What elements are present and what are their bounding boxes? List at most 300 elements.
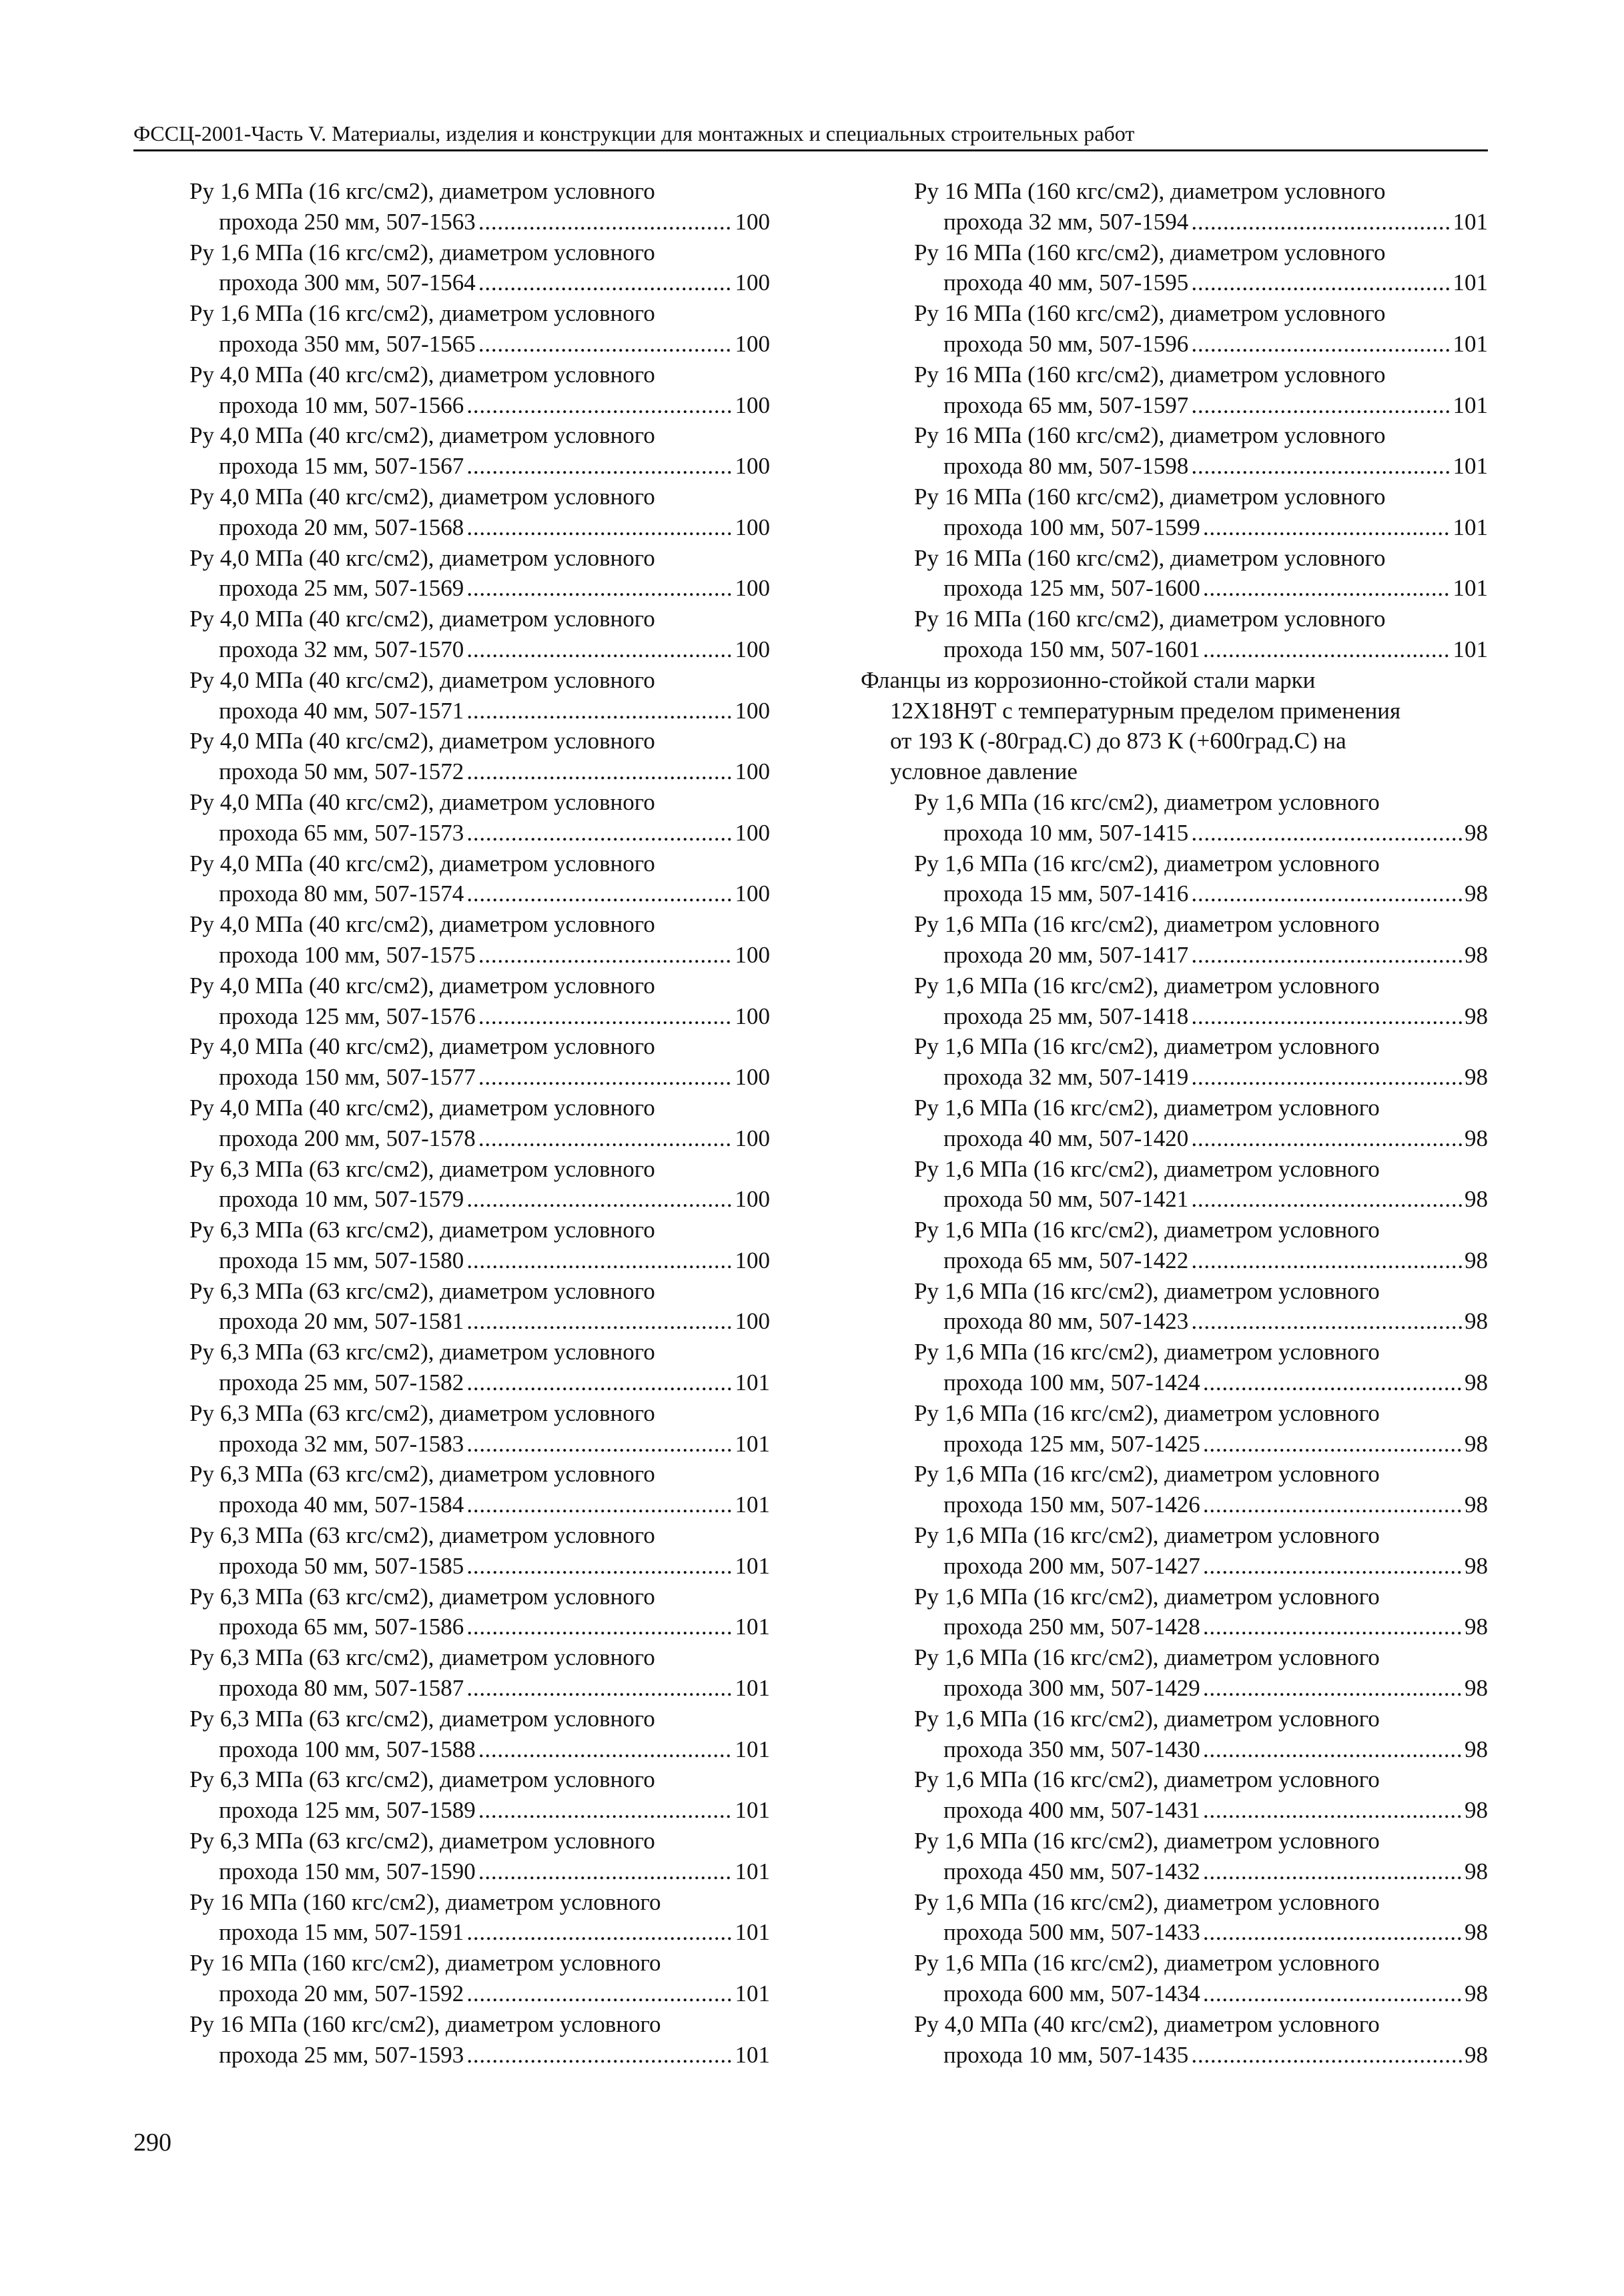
entry-page-ref: 98 [1465,1186,1488,1213]
entry-description: Ру 16 МПа (160 кгс/см2), диаметром условного [914,606,1386,632]
index-entry [861,1642,1488,1704]
entry-detail-line [189,2040,770,2071]
dot-leader [1191,1245,1462,1276]
dot-leader [1203,1734,1462,1765]
entry-code: прохода 100 мм, 507-1599 [943,514,1200,540]
dot-leader [1203,1917,1462,1948]
entry-detail-line [914,1123,1488,1154]
index-entry [189,971,770,1032]
dot-leader [466,1978,732,2009]
index-entry [861,1093,1488,1154]
index-entry [189,665,770,726]
dot-leader [1191,267,1450,298]
entry-detail-line [189,1367,770,1398]
entry-detail-line [914,1734,1488,1765]
entry-page-ref: 98 [1465,1003,1488,1029]
entry-detail-line [189,696,770,726]
entry-description: Ру 6,3 МПа (63 кгс/см2), диаметром условного [189,1461,655,1488]
entry-description: Ру 16 МПа (160 кгс/см2), диаметром условного [914,300,1386,327]
entry-description: Ру 1,6 МПа (16 кгс/см2), диаметром условного [914,1033,1380,1060]
dot-leader [1191,451,1450,482]
entry-description: Ру 1,6 МПа (16 кгс/см2), диаметром условного [914,1644,1380,1671]
entry-description: Ру 1,6 МПа (16 кгс/см2), диаметром условного [189,239,655,265]
entry-detail-line [189,879,770,909]
dot-leader [1203,1490,1462,1520]
entry-description: Ру 6,3 МПа (63 кгс/см2), диаметром условного [189,1155,655,1182]
entry-code: прохода 50 мм, 507-1421 [943,1186,1189,1213]
dot-leader [1191,940,1462,971]
entry-description: Ру 6,3 МПа (63 кгс/см2), диаметром условного [189,1399,655,1426]
index-entry [189,298,770,360]
entry-detail-line [189,267,770,298]
entry-detail-line [914,1917,1488,1948]
entry-code: прохода 50 мм, 507-1596 [943,330,1189,357]
entry-detail-line [189,573,770,604]
entry-page-ref: 98 [1465,1614,1488,1640]
entry-page-ref: 101 [1453,330,1488,357]
entry-description: Ру 1,6 МПа (16 кгс/см2), диаметром условного [914,1217,1380,1243]
entry-description: Ру 4,0 МПа (40 кгс/см2), диаметром условного [189,788,655,815]
entry-detail-line [914,1795,1488,1826]
dot-leader [1191,329,1450,360]
entry-description: Ру 4,0 МПа (40 кгс/см2), диаметром условного [189,666,655,693]
entry-page-ref: 100 [735,1308,770,1335]
entry-description: Ру 1,6 МПа (16 кгс/см2), диаметром условного [914,1339,1380,1365]
section-heading-line: условное давление [890,758,1078,785]
entry-detail-line [189,1734,770,1765]
index-entry [189,1582,770,1643]
entry-code: прохода 80 мм, 507-1598 [943,453,1189,480]
entry-code: прохода 25 мм, 507-1593 [219,2041,464,2068]
entry-detail-line [914,1856,1488,1887]
dot-leader [478,1001,733,1032]
entry-description: Ру 1,6 МПа (16 кгс/см2), диаметром условного [914,1583,1380,1610]
entry-code: прохода 50 мм, 507-1585 [219,1552,464,1579]
entry-description: Ру 16 МПа (160 кгс/см2), диаметром условного [914,178,1386,204]
entry-page-ref: 101 [735,1675,770,1702]
entry-description: Ру 16 МПа (160 кгс/см2), диаметром условного [189,1950,661,1976]
entry-detail-line [914,1551,1488,1582]
entry-page-ref: 100 [735,881,770,907]
entry-detail-line [914,1367,1488,1398]
right-column [861,176,1488,2070]
entry-page-ref: 98 [1465,1492,1488,1518]
index-entry [189,604,770,665]
dot-leader [466,390,732,421]
entry-code: прохода 80 мм, 507-1423 [943,1308,1189,1335]
entry-detail-line [189,1245,770,1276]
entry-code: прохода 125 мм, 507-1425 [943,1430,1200,1457]
dot-leader [1203,1673,1462,1704]
entry-detail-line [189,1490,770,1520]
entry-page-ref: 98 [1465,1369,1488,1396]
index-entry [189,2009,770,2071]
dot-leader [466,1490,732,1520]
entry-description: Ру 1,6 МПа (16 кгс/см2), диаметром условного [914,1766,1380,1793]
entry-detail-line [189,1673,770,1704]
entry-detail-line [189,1856,770,1887]
dot-leader [478,207,733,237]
entry-code: прохода 80 мм, 507-1574 [219,881,464,907]
entry-code: прохода 500 мм, 507-1433 [943,1919,1200,1946]
entry-page-ref: 98 [1465,1125,1488,1151]
index-entry [189,1642,770,1704]
entry-page-ref: 98 [1465,1736,1488,1762]
dot-leader [466,1551,732,1582]
dot-leader [1191,1062,1462,1093]
entry-code: прохода 100 мм, 507-1575 [219,941,476,968]
entry-page-ref: 98 [1465,881,1488,907]
entry-code: прохода 40 мм, 507-1420 [943,1125,1189,1151]
entry-page-ref: 98 [1465,1675,1488,1702]
entry-page-ref: 101 [1453,392,1488,418]
index-entry [861,1459,1488,1520]
entry-description: Ру 4,0 МПа (40 кгс/см2), диаметром условного [189,606,655,632]
dot-leader [1203,1795,1462,1826]
entry-detail-line [914,451,1488,482]
entry-detail-line [189,1917,770,1948]
dot-leader [466,1184,732,1215]
entry-code: прохода 350 мм, 507-1430 [943,1736,1200,1762]
entry-page-ref: 100 [735,514,770,540]
entry-code: прохода 65 мм, 507-1422 [943,1247,1189,1273]
index-entry [861,420,1488,482]
entry-description: Ру 1,6 МПа (16 кгс/см2), диаметром условного [914,1399,1380,1426]
entry-detail-line [914,1673,1488,1704]
index-entry [861,1031,1488,1093]
entry-description: Ру 1,6 МПа (16 кгс/см2), диаметром условного [914,1461,1380,1488]
index-entry [189,482,770,543]
entry-page-ref: 100 [735,269,770,296]
entry-code: прохода 250 мм, 507-1428 [943,1614,1200,1640]
running-header: ФССЦ-2001-Часть V. Материалы, изделия и конструкции для монтажных и специальных строительных работ [133,120,1488,151]
entry-detail-line [189,1062,770,1093]
entry-description: Ру 6,3 МПа (63 кгс/см2), диаметром условного [189,1583,655,1610]
entry-description: Ру 1,6 МПа (16 кгс/см2), диаметром условного [914,1094,1380,1121]
index-entry [189,420,770,482]
dot-leader [466,879,732,909]
entry-description: Ру 16 МПа (160 кгс/см2), диаметром условного [914,544,1386,571]
entry-page-ref: 100 [735,1247,770,1273]
index-entry [861,1764,1488,1826]
entry-detail-line [914,1062,1488,1093]
dot-leader [478,1795,733,1826]
index-entry [861,604,1488,665]
dot-leader [466,1612,732,1642]
entry-description: Ру 16 МПа (160 кгс/см2), диаметром условного [189,1888,661,1915]
entry-detail-line [189,207,770,237]
index-entry [189,1764,770,1826]
index-entry [861,1887,1488,1948]
entry-code: прохода 125 мм, 507-1600 [943,575,1200,602]
entry-page-ref: 98 [1465,1308,1488,1335]
entry-detail-line [914,879,1488,909]
section-heading [861,665,1488,787]
index-entry [861,1398,1488,1460]
dot-leader [1203,1612,1462,1642]
dot-leader [1191,1001,1462,1032]
entry-description: Ру 1,6 МПа (16 кгс/см2), диаметром условного [914,788,1380,815]
entry-detail-line [914,512,1488,543]
dot-leader [1191,1184,1462,1215]
entry-page-ref: 98 [1465,1797,1488,1824]
entry-code: прохода 450 мм, 507-1432 [943,1858,1200,1884]
index-entry [189,909,770,971]
entry-detail-line [914,2040,1488,2071]
entry-code: прохода 40 мм, 507-1584 [219,1492,464,1518]
entry-description: Ру 1,6 МПа (16 кгс/см2), диаметром условного [914,1522,1380,1549]
entry-detail-line [914,1245,1488,1276]
entry-detail-line [914,634,1488,665]
entry-description: Ру 1,6 МПа (16 кгс/см2), диаметром условного [914,972,1380,999]
dot-leader [1203,573,1451,604]
dot-leader [1191,1306,1462,1337]
entry-description: Ру 6,3 МПа (63 кгс/см2), диаметром условного [189,1828,655,1854]
entry-detail-line [189,1429,770,1460]
dot-leader [478,1062,733,1093]
entry-code: прохода 10 мм, 507-1566 [219,392,464,418]
entry-page-ref: 98 [1465,1247,1488,1273]
index-entry [189,1948,770,2009]
dot-leader [466,512,732,543]
dot-leader [478,1123,733,1154]
index-entry [189,848,770,910]
entry-page-ref: 100 [735,697,770,724]
index-entry [861,1582,1488,1643]
index-entry [861,909,1488,971]
entry-page-ref: 98 [1465,1919,1488,1946]
index-entry [189,543,770,604]
entry-page-ref: 101 [1453,269,1488,296]
entry-code: прохода 32 мм, 507-1419 [943,1064,1189,1091]
entry-page-ref: 101 [1453,453,1488,480]
entry-detail-line [914,1978,1488,2009]
dot-leader [466,1306,732,1337]
entry-description: Ру 1,6 МПа (16 кгс/см2), диаметром условного [189,178,655,204]
dot-leader [1203,1856,1462,1887]
dot-leader [478,267,733,298]
index-entry [189,176,770,237]
entry-description: Ру 4,0 МПа (40 кгс/см2), диаметром условного [189,361,655,388]
entry-page-ref: 100 [735,636,770,662]
entry-code: прохода 20 мм, 507-1592 [219,1980,464,2007]
entry-description: Ру 1,6 МПа (16 кгс/см2), диаметром условного [914,1277,1380,1304]
entry-code: прохода 25 мм, 507-1582 [219,1369,464,1396]
dot-leader [1203,1367,1462,1398]
entry-description: Ру 4,0 МПа (40 кгс/см2), диаметром условного [914,2011,1380,2037]
entry-page-ref: 101 [735,1492,770,1518]
entry-description: Ру 1,6 МПа (16 кгс/см2), диаметром условного [914,1828,1380,1854]
entry-detail-line [189,1184,770,1215]
entry-detail-line [914,940,1488,971]
entry-description: Ру 1,6 МПа (16 кгс/см2), диаметром условного [189,300,655,327]
dot-leader [1203,1429,1462,1460]
index-entry [189,1704,770,1765]
entry-description: Ру 16 МПа (160 кгс/см2), диаметром условного [914,239,1386,265]
index-entry [861,543,1488,604]
dot-leader [478,1734,733,1765]
entry-detail-line [914,207,1488,237]
index-entry [861,237,1488,299]
entry-description: Ру 4,0 МПа (40 кгс/см2), диаметром условного [189,850,655,877]
entry-detail-line [189,451,770,482]
entry-code: прохода 10 мм, 507-1579 [219,1186,464,1213]
entry-code: прохода 150 мм, 507-1577 [219,1064,476,1091]
entry-detail-line [914,1306,1488,1337]
dot-leader [466,1673,732,1704]
index-entry [861,1826,1488,1887]
dot-leader [466,573,732,604]
entry-code: прохода 10 мм, 507-1415 [943,819,1189,846]
entry-page-ref: 98 [1465,1430,1488,1457]
entry-page-ref: 101 [735,1430,770,1457]
dot-leader [466,1429,732,1460]
index-entry [189,237,770,299]
entry-detail-line [914,1490,1488,1520]
entry-detail-line [189,1306,770,1337]
entry-description: Ру 6,3 МПа (63 кгс/см2), диаметром условного [189,1277,655,1304]
entry-description: Ру 1,6 МПа (16 кгс/см2), диаметром условного [914,1888,1380,1915]
entry-code: прохода 600 мм, 507-1434 [943,1980,1200,2007]
index-entry [189,1093,770,1154]
entry-description: Ру 4,0 МПа (40 кгс/см2), диаметром условного [189,422,655,449]
entry-code: прохода 15 мм, 507-1416 [943,881,1189,907]
entry-code: прохода 125 мм, 507-1576 [219,1003,476,1029]
entry-page-ref: 100 [735,941,770,968]
section-heading-line: от 193 К (-80град.С) до 873 К (+600град.С) на [890,728,1346,754]
entry-page-ref: 101 [1453,514,1488,540]
entry-code: прохода 50 мм, 507-1572 [219,758,464,785]
dot-leader [1191,818,1462,848]
dot-leader [466,1245,732,1276]
entry-page-ref: 98 [1465,1064,1488,1091]
section-heading-line: 12Х18Н9Т с температурным пределом применения [890,697,1401,724]
entry-page-ref: 101 [735,1980,770,2007]
index-entry [189,1031,770,1093]
entry-description: Ру 6,3 МПа (63 кгс/см2), диаметром условного [189,1766,655,1793]
entry-page-ref: 98 [1465,1858,1488,1884]
entry-description: Ру 6,3 МПа (63 кгс/см2), диаметром условного [189,1522,655,1549]
entry-page-ref: 101 [735,1919,770,1946]
entry-description: Ру 1,6 МПа (16 кгс/см2), диаметром условного [914,1705,1380,1732]
entry-code: прохода 40 мм, 507-1595 [943,269,1189,296]
entry-page-ref: 100 [735,392,770,418]
index-entry [189,1520,770,1582]
entry-page-ref: 101 [735,1858,770,1884]
entry-code: прохода 150 мм, 507-1426 [943,1492,1200,1518]
entry-detail-line [189,1612,770,1642]
dot-leader [466,696,732,726]
index-entry [861,1337,1488,1398]
entry-detail-line [189,634,770,665]
entry-detail-line [189,390,770,421]
entry-page-ref: 101 [735,1369,770,1396]
entry-detail-line [189,818,770,848]
entry-code: прохода 80 мм, 507-1587 [219,1675,464,1702]
index-entry [189,1398,770,1460]
dot-leader [466,1367,732,1398]
dot-leader [466,634,732,665]
entry-detail-line [189,1551,770,1582]
entry-detail-line [914,390,1488,421]
dot-leader [1203,1551,1462,1582]
index-entry [861,1154,1488,1215]
right-entries-bottom [861,787,1488,2070]
index-entry [189,787,770,848]
entry-description: Ру 6,3 МПа (63 кгс/см2), диаметром условного [189,1339,655,1365]
entry-page-ref: 98 [1465,1552,1488,1579]
entry-page-ref: 101 [735,1614,770,1640]
entry-description: Ру 16 МПа (160 кгс/см2), диаметром условного [914,422,1386,449]
entry-code: прохода 200 мм, 507-1427 [943,1552,1200,1579]
entry-page-ref: 101 [735,1552,770,1579]
entry-page-ref: 98 [1465,819,1488,846]
entry-description: Ру 4,0 МПа (40 кгс/см2), диаметром условного [189,972,655,999]
entry-code: прохода 250 мм, 507-1563 [219,208,476,235]
entry-code: прохода 25 мм, 507-1418 [943,1003,1189,1029]
dot-leader [1191,390,1450,421]
dot-leader [466,451,732,482]
entry-description: Ру 1,6 МПа (16 кгс/см2), диаметром условного [914,850,1380,877]
index-entry [189,1887,770,1948]
dot-leader [1203,1978,1462,2009]
entry-description: Ру 16 МПа (160 кгс/см2), диаметром условного [189,2011,661,2037]
entry-code: прохода 200 мм, 507-1578 [219,1125,476,1151]
index-entry [861,787,1488,848]
index-entry [189,1459,770,1520]
entry-detail-line [914,267,1488,298]
entry-code: прохода 150 мм, 507-1590 [219,1858,476,1884]
index-entry [189,1337,770,1398]
entry-code: прохода 100 мм, 507-1424 [943,1369,1200,1396]
entry-page-ref: 98 [1465,1980,1488,2007]
index-entry [189,1154,770,1215]
entry-code: прохода 400 мм, 507-1431 [943,1797,1200,1824]
dot-leader [1191,1123,1462,1154]
entry-code: прохода 65 мм, 507-1586 [219,1614,464,1640]
index-entry [861,1704,1488,1765]
entry-code: прохода 65 мм, 507-1573 [219,819,464,846]
entry-detail-line [914,818,1488,848]
index-entry [861,848,1488,910]
entry-code: прохода 300 мм, 507-1429 [943,1675,1200,1702]
entry-code: прохода 20 мм, 507-1568 [219,514,464,540]
index-entry [861,360,1488,421]
dot-leader [478,1856,733,1887]
entry-description: Ру 4,0 МПа (40 кгс/см2), диаметром условного [189,483,655,510]
entry-description: Ру 1,6 МПа (16 кгс/см2), диаметром условного [914,1950,1380,1976]
entry-page-ref: 100 [735,575,770,602]
dot-leader [1191,207,1450,237]
index-entry [861,1215,1488,1276]
entry-code: прохода 15 мм, 507-1580 [219,1247,464,1273]
index-entry [861,482,1488,543]
entry-code: прохода 15 мм, 507-1567 [219,453,464,480]
index-entry [189,1276,770,1337]
entry-page-ref: 100 [735,1125,770,1151]
entry-description: Ру 1,6 МПа (16 кгс/см2), диаметром условного [914,911,1380,938]
entry-detail-line [189,1123,770,1154]
entry-code: прохода 32 мм, 507-1583 [219,1430,464,1457]
index-entry [861,298,1488,360]
dot-leader [466,2040,732,2071]
entry-detail-line [189,756,770,787]
dot-leader [466,756,732,787]
entry-code: прохода 100 мм, 507-1588 [219,1736,476,1762]
entry-detail-line [189,1001,770,1032]
entry-detail-line [189,512,770,543]
entry-page-ref: 101 [1453,575,1488,602]
